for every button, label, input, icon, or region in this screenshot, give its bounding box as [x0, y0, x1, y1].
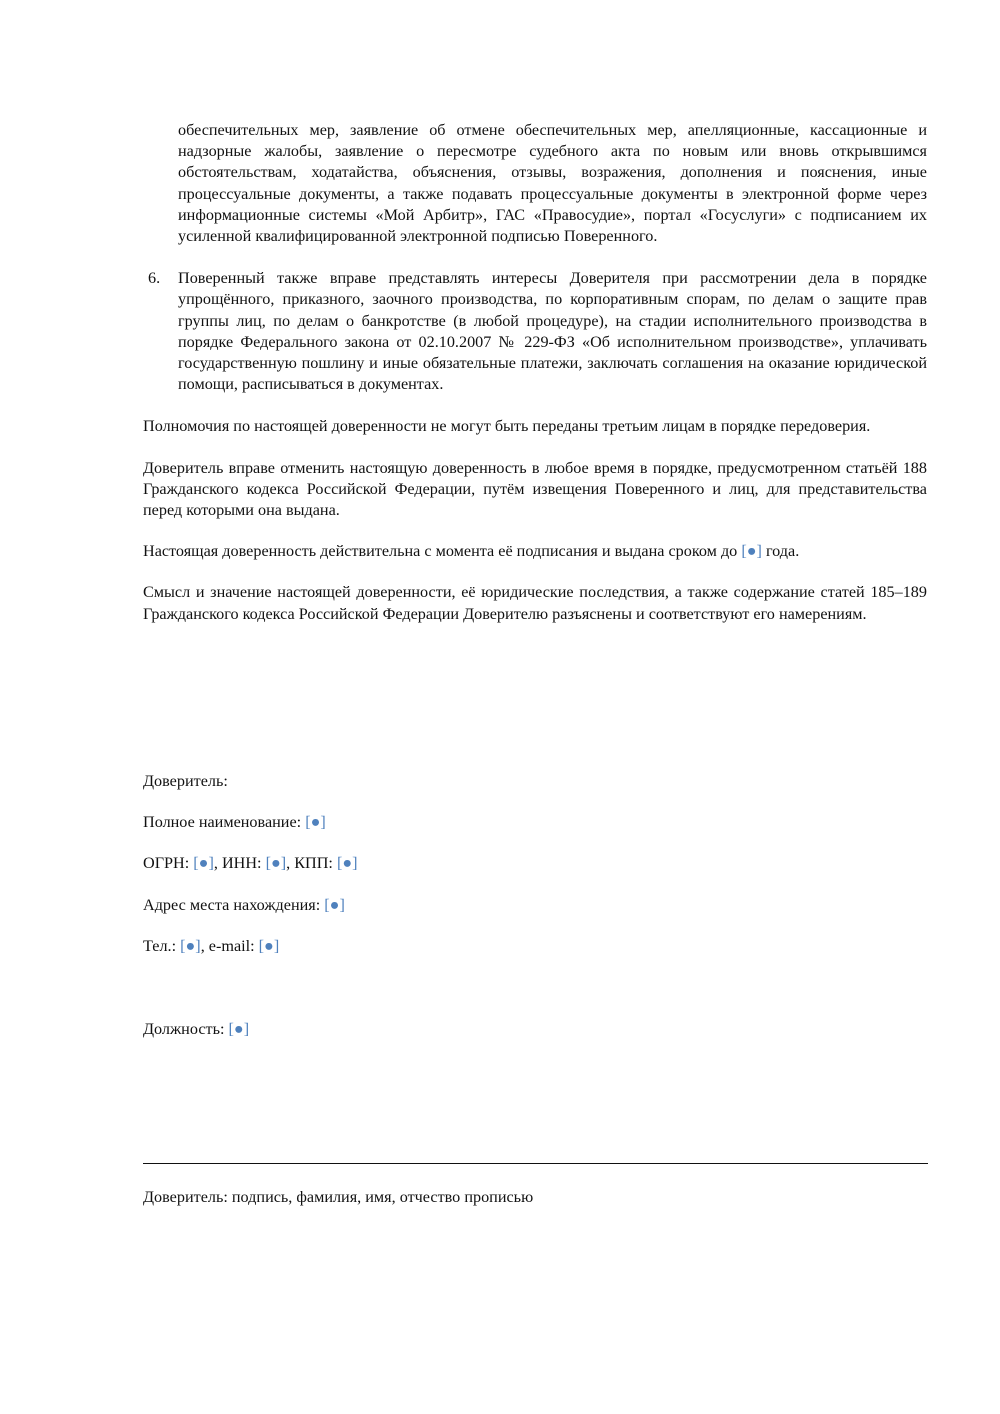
validity-text: Настоящая доверенность действительна с момента её подписания и выдана сроком до	[143, 542, 742, 561]
principal-heading: Доверитель:	[143, 772, 228, 790]
position-label: Должность:	[143, 1020, 229, 1038]
principal-ids-line	[143, 853, 358, 874]
principal-position-line	[143, 1019, 249, 1040]
full-name-placeholder[interactable]: [●]	[305, 813, 326, 831]
signature-caption: Доверитель: подпись, фамилия, имя, отчество прописью	[143, 1188, 534, 1206]
address-label: Адрес места нахождения:	[143, 896, 325, 914]
ogrn-placeholder[interactable]: [●]	[193, 854, 214, 872]
ogrn-label: ОГРН:	[143, 854, 194, 872]
kpp-placeholder[interactable]: [●]	[336, 854, 358, 872]
list-item-text: обеспечительных мер, заявление об отмене обеспечительных мер, апелляционные, кассационные и надзорные жалобы, заявление о пересмотре судебного акта по новым или вновь открывшимся обстоятельствам, ходатайства, объяснения, отзывы, возражения, дополнения и пояснения, иные процессуальные документы, а также подавать процессуальные документы в электронной форме через информационные системы «Мой Арбитр», ГАС «Правосудие», портал «Госуслуги» с подписанием их усиленной квалифицированной электронной подписью Поверенного.	[178, 121, 927, 246]
paragraph-meaning: Смысл и значение настоящей доверенности, её юридические последствия, а также содержание статей 185–189 Гражданского кодекса Российской Федерации Доверителю разъяснены и соответствуют его намерениям.	[143, 583, 927, 623]
position-placeholder[interactable]: [●]	[228, 1020, 250, 1038]
list-item-6	[143, 268, 927, 395]
email-label: , e-mail:	[200, 937, 259, 955]
paragraph-validity	[143, 541, 927, 562]
document-body	[143, 120, 927, 625]
address-placeholder[interactable]: [●]	[324, 896, 345, 914]
paragraph-revoke: Доверитель вправе отменить настоящую доверенность в любое время в порядке, предусмотренном статьёй 188 Гражданского кодекса Российской Федерации, путём извещения Поверенного и лиц, для представительства перед которыми она выдана.	[143, 458, 927, 520]
email-placeholder[interactable]: [●]	[258, 937, 280, 955]
principal-full-name-line	[143, 812, 326, 833]
kpp-label: , КПП:	[286, 854, 337, 872]
paragraph-no-transfer: Полномочия по настоящей доверенности не могут быть переданы третьим лицам в порядке передоверия.	[143, 417, 871, 436]
principal-address-line	[143, 895, 345, 916]
inn-placeholder[interactable]: [●]	[265, 854, 287, 872]
validity-text-end: года.	[761, 542, 800, 561]
inn-label: , ИНН:	[213, 854, 266, 872]
validity-placeholder[interactable]: [●]	[741, 542, 762, 561]
phone-label: Тел.:	[143, 937, 181, 955]
list-item-text: Поверенный также вправе представлять интересы Доверителя при рассмотрении дела в порядке упрощённого, приказного, заочного производства, по корпоративным спорам, по делам о защите прав группы лиц, по делам о банкротстве (в любой процедуре), на стадии исполнительного производства в порядке Федерального закона от 02.10.2007 № 229-ФЗ «Об исполнительном производстве», уплачивать государственную пошлину и иные обязательные платежи, заключать соглашения на оказание юридической помощи, расписываться в документах.	[178, 269, 927, 394]
full-name-label: Полное наименование:	[143, 813, 306, 831]
principal-contacts-line	[143, 936, 279, 957]
list-item-number: 6.	[148, 269, 161, 288]
list-item-continuation	[143, 120, 927, 247]
signature-line	[143, 1163, 928, 1164]
phone-placeholder[interactable]: [●]	[180, 937, 201, 955]
